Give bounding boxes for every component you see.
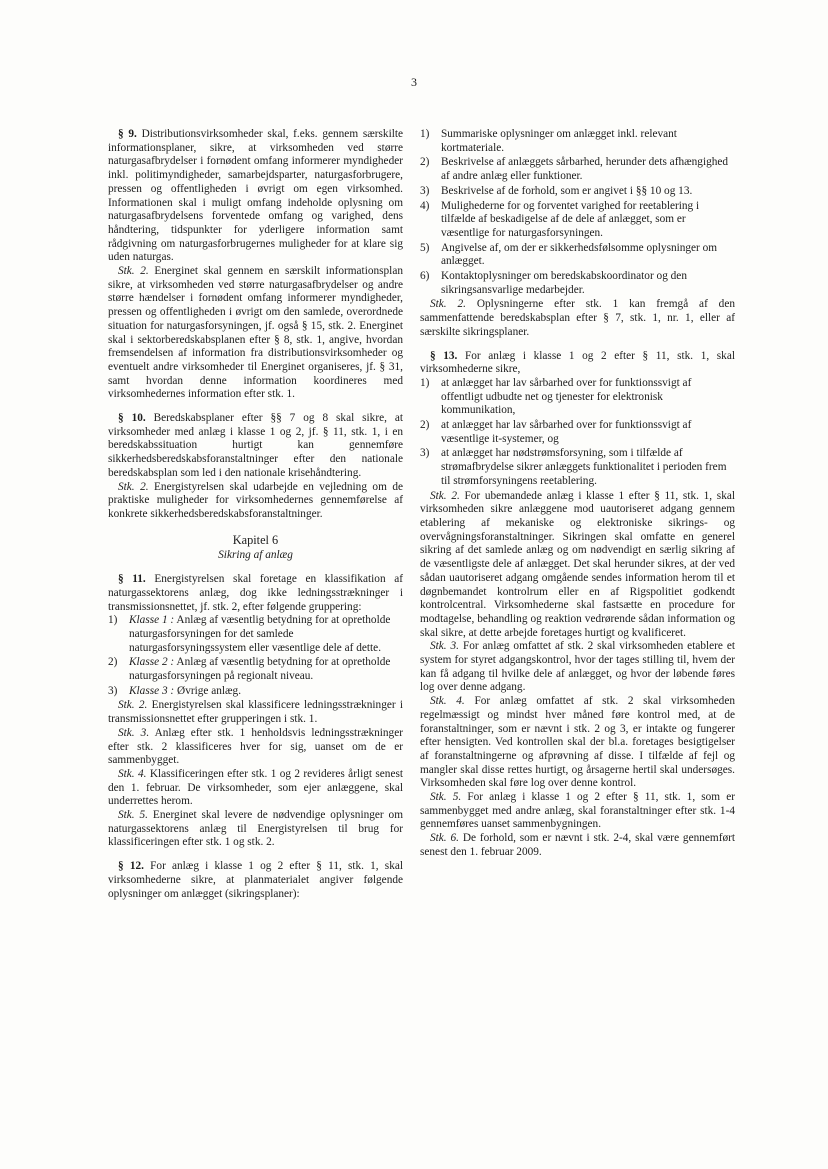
stk-label: Stk. 2. <box>430 489 460 502</box>
list-number: 5) <box>420 241 430 254</box>
section-11-stk-5 <box>108 809 403 850</box>
section-13 <box>420 350 735 377</box>
list-item <box>420 200 735 241</box>
section-9-stk-2 <box>108 265 403 402</box>
stk-text: For ubemandede anlæg i klasse 1 efter § 11, stk. 1, skal virksomheden sikre anlæggene mod uautoriseret adgang gennem etablering af mekaniske og elektroniske sikrings- og overvågningsforanstaltninger. Sikringen skal omfatte en generel sikring af det samlede anlæg og om nødvendigt en særlig sikring af de væsentligste dele af anlægget. Det skal herunder sikres, at der ved sådan uautoriseret adgang omgående sendes information herom til et døgnbemandet kontrolrum eller en af Rigspolitiet godkendt kontrolcentral. Virksomhederne skal fastsætte en procedure for modtagelse, behandling og reaktion vedrørende sådan information og skal sikre, at dette arbejde foretages hurtigt og kvalificeret. <box>420 489 735 639</box>
list-number: 1) <box>420 376 430 389</box>
class-label: Klasse 1 : <box>129 614 175 627</box>
stk-text: Klassificeringen efter stk. 1 og 2 revideres årligt senest den 1. februar. De virksomheder, som ejer anlæggene, skal underrettes herom. <box>108 767 403 808</box>
stk-text: For anlæg omfattet af stk. 2 skal virksomheden etablere et system for styret adgangskontrol, hvor der tages stilling til, hvem der kan få adgang til hvilke dele af anlægget, og hvor der løbende føres log over denne adgang. <box>420 640 735 694</box>
stk-label: Stk. 4. <box>118 767 147 780</box>
stk-label: Stk. 5. <box>430 791 462 804</box>
list-text: at anlægget har nødstrømsforsyning, som i tilfælde af strømafbrydelse sikrer anlæggets funktionalitet i perioden frem til strømforsyningens reetablering. <box>441 447 727 487</box>
stk-label: Stk. 2. <box>118 265 149 278</box>
section-11-stk-3 <box>108 727 403 768</box>
section-13-stk-3 <box>420 640 735 695</box>
stk-text: Anlæg efter stk. 1 henholdsvis ledningsstrækninger efter stk. 2 klassificeres hver for sig, uanset om de er sammenbygget. <box>108 726 403 767</box>
list-text: Angivelse af, om der er sikkerhedsfølsomme oplysninger om anlægget. <box>441 241 718 268</box>
stk-text: For anlæg i klasse 1 og 2 efter § 11, stk. 1, som er sammenbygget med andre anlæg, skal foranstaltninger efter stk. 1-4 gennemføres uanset sammenbygningen. <box>420 791 735 831</box>
section-11-stk-2 <box>108 699 403 726</box>
section-number: § 10. <box>118 412 146 425</box>
section-number: § 9. <box>118 128 137 140</box>
section-12-list <box>420 128 735 297</box>
list-number: 1) <box>108 614 118 627</box>
section-number: § 13. <box>430 349 458 362</box>
stk-label: Stk. 2. <box>430 298 466 311</box>
section-11 <box>108 573 403 614</box>
list-item <box>420 242 735 269</box>
right-column <box>420 128 735 860</box>
section-text: For anlæg i klasse 1 og 2 efter § 11, stk. 1, skal virksomhederne sikre, at planmaterialet angiver følgende oplysninger om anlægget (sikringsplaner): <box>108 860 404 900</box>
list-item <box>420 270 735 297</box>
list-item <box>420 377 735 418</box>
list-number: 2) <box>420 156 430 169</box>
list-text: at anlægget har lav sårbarhed over for funktionssvigt af offentligt udbudte net og tjenester for elektronisk kommunikation, <box>441 376 692 417</box>
stk-label: Stk. 2. <box>118 480 149 493</box>
section-text: Distributionsvirksomheder skal, f.eks. gennem særskilte informationsplaner, sikre, at virksomheden ved større naturgasafbrydelser i fornødent omfang informerer myndigheder inkl. politimyndigheder, samarbejdsparter, naturgasforbrugere, pressen og offentligheden i øvrigt om egen virksomhed. Informationen skal i muligt omfang indeholde oplysning om naturgasafbrydelsens forventede omfang og varighed, dens håndtering, tidspunkter for yderligere information samt rådgivning om naturgasforbrugernes muligheder for at klare sig uden naturgas. <box>108 128 403 264</box>
chapter-subtitle: Sikring af anlæg <box>218 549 293 562</box>
class-label: Klasse 3 : <box>129 684 175 697</box>
list-number: 3) <box>108 684 118 697</box>
section-11-list <box>108 614 403 698</box>
list-number: 3) <box>420 447 430 460</box>
list-text: Anlæg af væsentlig betydning for at opretholde naturgasforsyningen på regionalt niveau. <box>129 656 391 683</box>
list-text: Summariske oplysninger om anlægget inkl. relevant kortmateriale. <box>441 128 677 154</box>
list-item <box>420 156 735 183</box>
list-item <box>108 614 403 655</box>
stk-text: Energinet skal gennem en særskilt informationsplan sikre, at virksomheden ved større naturgasafbrydelser og andre større hændelser i fornødent omfang informerer myndigheder, pressen og offentligheden i øvrigt om den samlede, overordnede situation for naturgasforsyningen, jf. også § 15, stk. 2. Energinet skal i sektorberedskabsplanen efter § 8, stk. 1, angive, hvordan fremsendelsen af information fra distributionsvirksomheder og eventuelt andre virksomheder til Energinet organiseres, jf. § 31, samt hvordan denne information koordineres med virksomhedernes information efter stk. 1. <box>108 265 403 401</box>
list-item <box>108 685 403 699</box>
section-9 <box>108 128 403 265</box>
section-text: Energistyrelsen skal foretage en klassifikation af naturgassektorens anlæg, dog ikke ledningsstrækninger i transmissionsnettet, jf. stk. 2, efter følgende gruppering: <box>108 573 403 613</box>
list-item <box>420 128 735 155</box>
list-number: 4) <box>420 199 430 212</box>
list-text: Kontaktoplysninger om beredskabskoordinator og den sikringsansvarlige medarbejder. <box>441 270 687 296</box>
section-number: § 11. <box>118 573 146 586</box>
section-text: For anlæg i klasse 1 og 2 efter § 11, stk. 1, skal virksomhederne sikre, <box>420 349 735 376</box>
list-item <box>420 185 735 199</box>
section-13-stk-2 <box>420 490 735 641</box>
list-number: 6) <box>420 270 430 283</box>
stk-text: De forhold, som er nævnt i stk. 2-4, skal være gennemført senest den 1. februar 2009. <box>420 832 736 858</box>
left-column <box>108 128 403 901</box>
list-item <box>420 419 735 446</box>
section-13-stk-5 <box>420 791 735 832</box>
list-item <box>108 656 403 683</box>
stk-text: For anlæg omfattet af stk. 2 skal virksomheden regelmæssigt og mindst hver måned føre kontrol med, at de foranstaltninger, som er nævnt i stk. 2 og 3, er intakte og fungerer efter hensigten. Ved kontrollen skal der bl.a. foretages besigtigelser af foranstaltningerne og afprøvning af disse. I tilfælde af fejl og mangler skal disse rettes hurtigt, og årsagerne hertil skal undersøges. Virksomheden skal føre log over denne kontrol. <box>420 695 735 790</box>
list-text: Mulighederne for og forventet varighed for reetablering i tilfælde af beskadigelse af de dele af anlægget, som er væsentlige for naturgasforsyningen. <box>441 199 700 239</box>
list-number: 2) <box>108 656 118 669</box>
stk-label: Stk. 6. <box>430 832 459 845</box>
section-13-list <box>420 377 735 489</box>
list-number: 2) <box>420 419 430 432</box>
class-label: Klasse 2 : <box>129 656 175 669</box>
stk-text: Energistyrelsen skal udarbejde en vejledning om de praktiske muligheder for virksomhedernes gennemførelse af konkrete sikkerhedsberedskabsforanstaltninger. <box>108 480 403 520</box>
list-number: 3) <box>420 184 430 197</box>
list-text: Beskrivelse af anlæggets sårbarhed, herunder dets afhængighed af andre anlæg eller funktioner. <box>441 156 729 183</box>
list-number: 1) <box>420 128 430 140</box>
stk-label: Stk. 3. <box>118 726 150 739</box>
section-13-stk-4 <box>420 695 735 791</box>
list-item <box>420 447 735 488</box>
stk-label: Stk. 3. <box>430 640 460 653</box>
stk-label: Stk. 5. <box>118 809 149 822</box>
page-number: 3 <box>411 75 417 89</box>
stk-text: Energinet skal levere de nødvendige oplysninger om naturgassektorens anlæg til Energistyrelsen til brug for klassificeringen efter stk. 1 og stk. 2. <box>108 809 403 849</box>
section-10-stk-2 <box>108 481 403 522</box>
section-11-stk-4 <box>108 768 403 809</box>
list-text: Øvrige anlæg. <box>177 684 242 697</box>
chapter-title: Kapitel 6 <box>232 532 279 547</box>
section-12-stk-2 <box>420 298 735 339</box>
section-text: Beredskabsplaner efter §§ 7 og 8 skal sikre, at virksomheder med anlæg i klasse 1 og 2, jf. § 11, stk. 1, i en beredskabssituation hurtigt kan gennemføre sikkerhedsberedskabsforanstaltninger efter den nationale beredskabsplan som led i den nationale krisehåndtering. <box>108 412 403 479</box>
section-13-stk-6 <box>420 832 735 859</box>
stk-label: Stk. 2. <box>118 699 148 712</box>
stk-text: Oplysningerne efter stk. 1 kan fremgå af den sammenfattende beredskabsplan efter § 7, stk. 1, nr. 1, eller af særskilte sikringsplaner. <box>420 298 735 338</box>
section-number: § 12. <box>118 860 144 873</box>
stk-text: Energistyrelsen skal klassificere ledningsstrækninger i transmissionsnettet efter grupperingen i stk. 1. <box>108 699 403 726</box>
list-text: Beskrivelse af de forhold, som er angivet i §§ 10 og 13. <box>441 184 693 197</box>
list-text: Anlæg af væsentlig betydning for at opretholde naturgasforsyningen for det samlede naturgasforsyningssystem eller væsentlige dele af dette. <box>129 614 391 654</box>
section-12 <box>108 860 403 901</box>
list-text: at anlægget har lav sårbarhed over for funktionssvigt af væsentlige it-systemer, og <box>441 419 692 445</box>
section-10 <box>108 412 403 481</box>
stk-label: Stk. 4. <box>430 695 465 708</box>
